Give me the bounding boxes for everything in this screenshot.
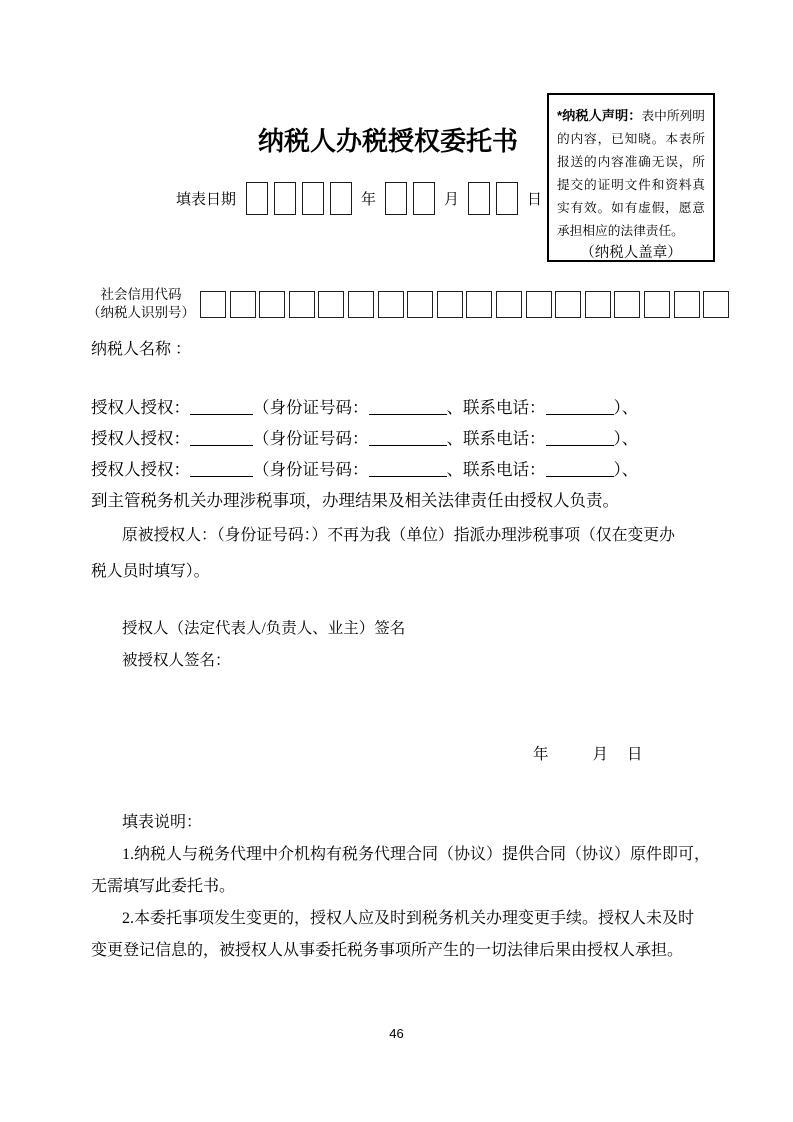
stamp-month-label: 月 xyxy=(592,746,609,763)
credit-code-digit-box xyxy=(348,291,374,318)
year-digit-box xyxy=(302,182,324,215)
authorizer-prefix: 授权人授权： xyxy=(91,398,190,417)
year-digit-box xyxy=(274,182,296,215)
previous-agent-line-2: 税人员时填写）。 xyxy=(91,563,210,580)
credit-code-digit-box xyxy=(318,291,344,318)
page-number: 46 xyxy=(389,1026,404,1041)
credit-code-digit-box xyxy=(614,291,640,318)
line-suffix: ）、 xyxy=(613,398,639,417)
year-unit-label: 年 xyxy=(361,191,377,208)
credit-code-label-line2: （纳税人识别号） xyxy=(87,305,195,320)
phone-blank xyxy=(546,400,614,415)
authorization-line-3 xyxy=(91,454,751,485)
instruction-1-line-2: 无需填写此委托书。 xyxy=(91,878,236,895)
credit-code-digit-box xyxy=(259,291,285,318)
month-digit-box xyxy=(413,182,435,215)
instructions-heading: 填表说明： xyxy=(122,814,203,831)
stamp-year-label: 年 xyxy=(533,746,549,763)
authorization-section xyxy=(91,392,751,590)
authorizer-prefix: 授权人授权： xyxy=(91,429,190,448)
fill-date-month-boxes xyxy=(385,182,435,215)
month-digit-box xyxy=(385,182,407,215)
credit-code-digit-box xyxy=(200,291,226,318)
line-suffix: ）、 xyxy=(613,460,639,479)
id-number-label: （身份证号码： xyxy=(253,460,369,479)
fill-date-day-boxes xyxy=(468,182,518,215)
fill-date-label: 填表日期 xyxy=(176,191,237,208)
authorized-signature-label: 被授权人签名： xyxy=(122,651,231,669)
credit-code-digit-box xyxy=(407,291,433,318)
fill-date-year-boxes xyxy=(246,182,352,215)
id-number-label: （身份证号码： xyxy=(253,429,369,448)
form-title: 纳税人办税授权委托书 xyxy=(257,127,518,156)
declaration-heading: *纳税人声明： xyxy=(557,108,642,123)
previous-agent-paragraph xyxy=(91,518,751,590)
credit-code-digit-box xyxy=(674,291,700,318)
authorizer-prefix: 授权人授权： xyxy=(91,460,190,479)
id-number-label: （身份证号码： xyxy=(253,398,369,417)
day-digit-box xyxy=(468,182,490,215)
signature-section xyxy=(91,613,405,676)
instruction-1-line-1: 1.纳税人与税务代理中介机构有税务代理合同（协议）提供合同（协议）原件即可， xyxy=(122,846,711,863)
year-digit-box xyxy=(330,182,352,215)
phone-label: 、联系电话： xyxy=(446,429,546,448)
credit-code-row xyxy=(82,286,729,322)
declaration-body: 表中所列明的内容，已知晓。本表所报送的内容准确无误，所提交的证明文件和资料真实有效。如有虚假，愿意承担相应的法律责任。 xyxy=(557,109,705,238)
fill-date-row xyxy=(176,181,551,215)
stamp-day-label: 日 xyxy=(627,746,643,763)
instruction-2-line-2: 变更登记信息的，被授权人从事委托税务事项所产生的一切法律后果由授权人承担。 xyxy=(91,942,684,959)
signature-date-line xyxy=(533,747,643,763)
credit-code-digit-box xyxy=(496,291,522,318)
credit-code-digit-box xyxy=(378,291,404,318)
credit-code-digit-box xyxy=(703,291,729,318)
id-number-blank xyxy=(369,431,447,446)
authorized-name-blank xyxy=(190,400,253,415)
day-unit-label: 日 xyxy=(527,191,543,208)
instruction-2-line-1: 2.本委托事项发生变更的，授权人应及时到税务机关办理变更手续。授权人未及时 xyxy=(122,910,695,927)
day-digit-box xyxy=(496,182,518,215)
credit-code-boxes xyxy=(200,291,729,318)
taxpayer-declaration-box xyxy=(547,93,715,262)
authorization-line-1 xyxy=(91,392,751,423)
phone-blank xyxy=(546,462,614,477)
id-number-blank xyxy=(369,462,447,477)
taxpayer-name-label: 纳税人名称 ： xyxy=(91,341,192,358)
credit-code-digit-box xyxy=(437,291,463,318)
authorized-name-blank xyxy=(190,431,253,446)
instructions-section xyxy=(91,807,751,967)
credit-code-digit-box xyxy=(644,291,670,318)
credit-code-digit-box xyxy=(555,291,581,318)
previous-agent-line-1: 原被授权人：（身份证号码：）不再为我（单位）指派办理涉税事项（仅在变更办 xyxy=(122,527,675,544)
credit-code-digit-box xyxy=(526,291,552,318)
declaration-text xyxy=(557,104,705,243)
authorization-scope-line: 到主管税务机关办理涉税事项，办理结果及相关法律责任由授权人负责。 xyxy=(91,491,619,510)
line-suffix: ）、 xyxy=(613,429,639,448)
id-number-blank xyxy=(369,400,447,415)
credit-code-digit-box xyxy=(230,291,256,318)
month-unit-label: 月 xyxy=(444,191,460,208)
authorization-line-2 xyxy=(91,423,751,454)
taxpayer-seal-note: （纳税人盖章） xyxy=(580,245,682,261)
credit-code-label xyxy=(82,286,200,322)
credit-code-label-line1: 社会信用代码 xyxy=(100,287,182,302)
credit-code-digit-box xyxy=(289,291,315,318)
authorized-name-blank xyxy=(190,462,253,477)
phone-label: 、联系电话： xyxy=(446,398,546,417)
credit-code-digit-box xyxy=(466,291,492,318)
year-digit-box xyxy=(246,182,268,215)
credit-code-digit-box xyxy=(585,291,611,318)
phone-label: 、联系电话： xyxy=(446,460,546,479)
authorizer-signature-label: 授权人（法定代表人/负责人、业主）签名 xyxy=(122,620,406,637)
phone-blank xyxy=(546,431,614,446)
